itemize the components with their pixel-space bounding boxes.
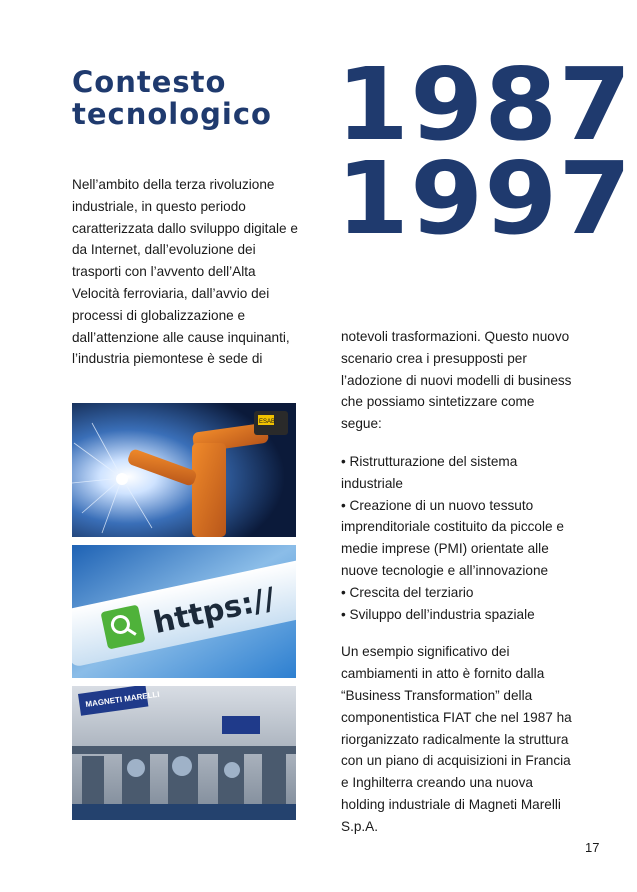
list-item: • Creazione di un nuovo tessuto imprenditoriale costituito da piccole e medie imprese (PMI) orientate alle nuove tecnologie e all’innovazione bbox=[341, 495, 576, 582]
list-item: • Crescita del terziario bbox=[341, 582, 576, 604]
example-paragraph: Un esempio significativo dei cambiamenti in atto è fornito dalla “Business Transformation” della componentistica FIAT che nel 1987 ha riorganizzato radicalmente la struttura con un piano di acquisizioni in Francia e Inghilterra creando una nuova holding industriale di Magneti Marelli S.p.A. bbox=[341, 644, 572, 834]
year-start: 1987 bbox=[336, 46, 633, 163]
right-column bbox=[341, 326, 576, 854]
intro-paragraph: Nell’ambito della terza rivoluzione industriale, in questo periodo caratterizzata dallo sviluppo digitale e da Internet, dall’evoluzione dei trasporti con l’avvento dell’Alta Velocità ferroviaria, dall’avvio dei processi di globalizzazione e dall’attenzione alle cause inquinanti, l’industria piemontese è sede di bbox=[72, 177, 298, 367]
list-item: • Ristrutturazione del sistema industriale bbox=[341, 451, 576, 495]
year-range bbox=[336, 46, 633, 257]
marelli-sign: MAGNETI MARELLI bbox=[84, 689, 161, 710]
year-end: 1997 bbox=[336, 140, 633, 257]
list-item: • Sviluppo dell’industria spaziale bbox=[341, 604, 576, 626]
url-text: https:// bbox=[150, 581, 279, 642]
page-heading bbox=[72, 66, 272, 130]
business-model-list bbox=[341, 451, 576, 625]
robot-label: ESAB bbox=[259, 419, 276, 425]
factory-line-photo bbox=[72, 686, 296, 820]
heading-line-1: Contesto bbox=[72, 65, 227, 99]
page-number: 17 bbox=[585, 840, 600, 855]
welding-robot-photo bbox=[72, 403, 296, 537]
https-photo bbox=[72, 545, 296, 678]
continuation-paragraph: notevoli trasformazioni. Questo nuovo scenario crea i presupposti per l’adozione di nuovi modelli di business che possiamo sintetizzare come segue: bbox=[341, 329, 572, 432]
heading-line-2: tecnologico bbox=[72, 97, 272, 131]
